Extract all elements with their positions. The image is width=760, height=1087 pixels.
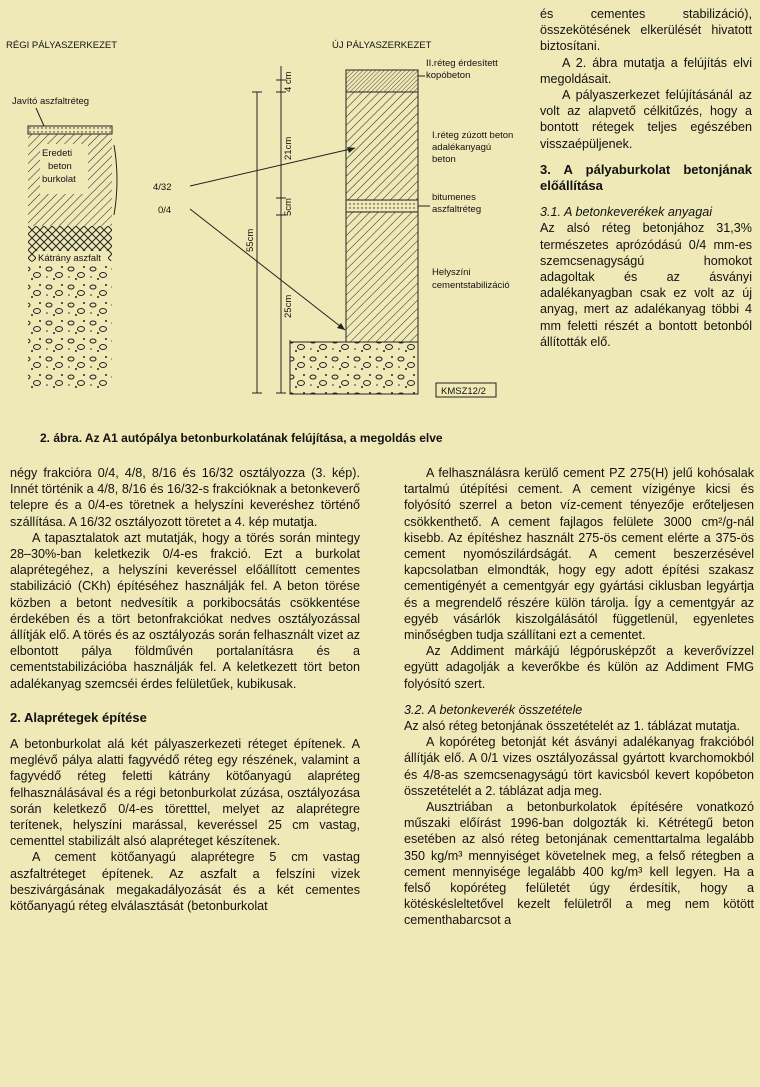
left-p2: A tapasztalatok azt mutatják, hogy a törés során mintegy 28–30%-ban keletkezik 0/4-es frakció. Ezt a burkolat alaprétegéhez, a helyszíni keveréssel előállított cementes stabilizáció (CKh) építéséhez használják fel. A beton törése közben a betont nedvesítik a porkibocsátás csökkentése érdekében és a tört betonfrakciókat nedves osztályozással állítják elő. A törés és az osztályozás során felhasznált vizet az elbontott pálya földművén portalanításra és a cementstabilizációba használják fel. A keletkezett tört beton adalékanyag szemcséi érdes felületűek, kubikusak.	[10, 530, 360, 691]
figure-code: KMSZ12/2	[441, 386, 486, 397]
left-p4: A cement kötőanyagú alaprétegre 5 cm vastag aszfaltréteget építenek. Az aszfalt a felszíni vizek beszivárgásának megakadályozását és a két cementes kötőanyagú réteg elválasztását (betonburkolat	[10, 850, 360, 914]
new-label-top-2: kopóbeton	[426, 70, 471, 81]
right-column-top	[540, 6, 752, 350]
right-bottom-p3: Az alsó réteg betonjának összetételét az 1. táblázat mutatja.	[404, 719, 741, 734]
right-top-p2: A 2. ábra mutatja a felújítás elvi megoldásait.	[540, 55, 752, 86]
right-bottom-p1: A felhasználásra kerülő cement PZ 275(H) jelű kohósalak tartalmú útépítési cement. A cement vízigénye kicsi és folyósító szerrel a beton víz-cement tényezője erőteljesen csökkenthető. A cement fajlagos felülete 3000 cm²/g-nál kisebb. Az építéshez használt 275-ös cement elérte a 375-ös cement nyomószilárdságát. A cement beszerzésével kapcsolatban elmondták, hogy egy adott építési szakasz cementigényét a cementgyár egy gyártási ciklusban legyártja és a megrendelő részére külön tárolja. Így a cementgyár az egyéb vásárlók kiszolgálásától függetlenül, egyenletes minőségben tudja szállítani ezt a cementet.	[404, 466, 754, 643]
new-label-concrete-3: beton	[432, 154, 456, 165]
figure-caption: 2. ábra. Az A1 autópálya betonburkolatának felújítása, a megoldás elve	[40, 431, 443, 445]
old-label-orig-1: Eredeti	[42, 148, 73, 159]
left-column	[10, 465, 360, 914]
new-structure-title: ÚJ PÁLYASZERKEZET	[332, 40, 432, 51]
new-label-bitumen-2: aszfaltréteg	[432, 204, 482, 215]
dim-21cm: 21cm	[283, 136, 294, 160]
right-bottom-p2: Az Addiment márkájú légpórusképzőt a keverővízzel együtt adagolják a keverőkbe és külön az Addiment FMG folyósító szert.	[404, 644, 754, 691]
new-label-stab-2: cementstabilizáció	[432, 280, 510, 291]
pavement-structure-figure	[0, 30, 545, 430]
subheading-3-1: 3.1. A betonkeverékek anyagai	[540, 205, 712, 220]
left-p1: négy frakcióra 0/4, 4/8, 8/16 és 16/32 osztályozza (3. kép). Innét történik a 4/8, 8/16 és 16/32-s frakcióknak a betonkeverő telepre és a 0/4-es töretnek a helyszíni keveréshez történő szállítása. A 16/32 osztályozott töretet a 4. kép mutatja.	[10, 466, 360, 529]
new-label-top-1: II.réteg érdesített	[426, 58, 498, 69]
left-p3: A betonburkolat alá két pályaszerkezeti réteget építenek. A meglévő pálya alatti fagyvédő réteg egy részének, valamint a fagyvédő réteg feletti kátrány kötőanyagú alapréteg felhasználásával és a régi betonburkolat zúzása, osztályozása során keletkező 0/4-es töretttel, melyet az alaprétegre terítenek, helyszíni marással, keveréssel 25 cm vastag, cementtel stabilizált alsó alapréteget készítenek.	[10, 737, 360, 849]
heading-3: 3. A pályaburkolat betonjának előállítása	[540, 161, 752, 194]
dim-5cm: 5cm	[283, 198, 294, 216]
fraction-4-32: 4/32	[153, 182, 172, 193]
right-top-p3: A pályaszerkezet felújításánál az volt az alapvető célkitűzés, hogy a bontott rétegek teljes egészében visszaépüljenek.	[540, 88, 752, 151]
new-label-concrete-1: I.réteg zúzott beton	[432, 130, 514, 141]
new-label-bitumen-1: bitumenes	[432, 192, 476, 203]
heading-2: 2. Alaprétegek építése	[10, 709, 147, 725]
dim-55cm: 55cm	[245, 228, 256, 252]
old-label-orig-3: burkolat	[42, 174, 76, 185]
old-label-tar-asphalt: Kátrány aszfalt	[38, 253, 101, 264]
right-bottom-p4: A kopóréteg betonját két ásványi adalékanyag frakcióból állítják elő. A 0/1 vizes osztályozással gyártott kvarchomokból és 4/8-as szemcsenagyságú tört kavicsból kevert kopóbeton összetételét a 2. táblázat adja meg.	[404, 735, 754, 798]
old-label-repair-asphalt: Javító aszfaltréteg	[12, 96, 90, 107]
subheading-3-2: 3.2. A betonkeverék összetétele	[404, 702, 583, 717]
new-structure-column	[290, 70, 418, 394]
old-label-orig-2: beton	[48, 161, 72, 172]
right-column-bottom	[404, 465, 754, 929]
right-bottom-p5: Ausztriában a betonburkolatok építésére vonatkozó műszaki előírást 1996-ban dolgozták ki. Kétrétegű beton esetében az alsó réteg betonjának cementtartalma legalább 350 kg/m³ mennyiséget követelnek meg, a felső rétegben a cement mennyisége legalább 400 kg/m³ kell legyen. Ha a felső kopóréteg felületét úgy érdesítik, hogy a kötéskésleltetővel kezelt felületről a meg nem kötött cementhabarcsot a	[404, 800, 754, 928]
new-label-stab-1: Helyszíni	[432, 267, 471, 278]
dim-4cm: 4 cm	[283, 71, 294, 92]
dim-25cm: 25cm	[283, 294, 294, 318]
new-label-concrete-2: adalékanyagú	[432, 142, 492, 153]
right-top-p4: Az alsó réteg betonjához 31,3% természetes aprózódású 0/4 mm-es szemcsenagyságú homokot adagoltak és az ásványi adalékanyagban csak ez volt az új anyag, mert az adalékanyag többi 4 mm feletti részét a bontott betonból állították elő.	[540, 221, 752, 349]
old-structure-title: RÉGI PÁLYASZERKEZET	[6, 40, 118, 51]
right-top-p1: és cementes stabilizáció), összekötésének elkerülését hivatott biztosítani.	[540, 7, 752, 54]
dimension-lines	[252, 66, 286, 393]
fraction-0-4: 0/4	[158, 205, 172, 216]
